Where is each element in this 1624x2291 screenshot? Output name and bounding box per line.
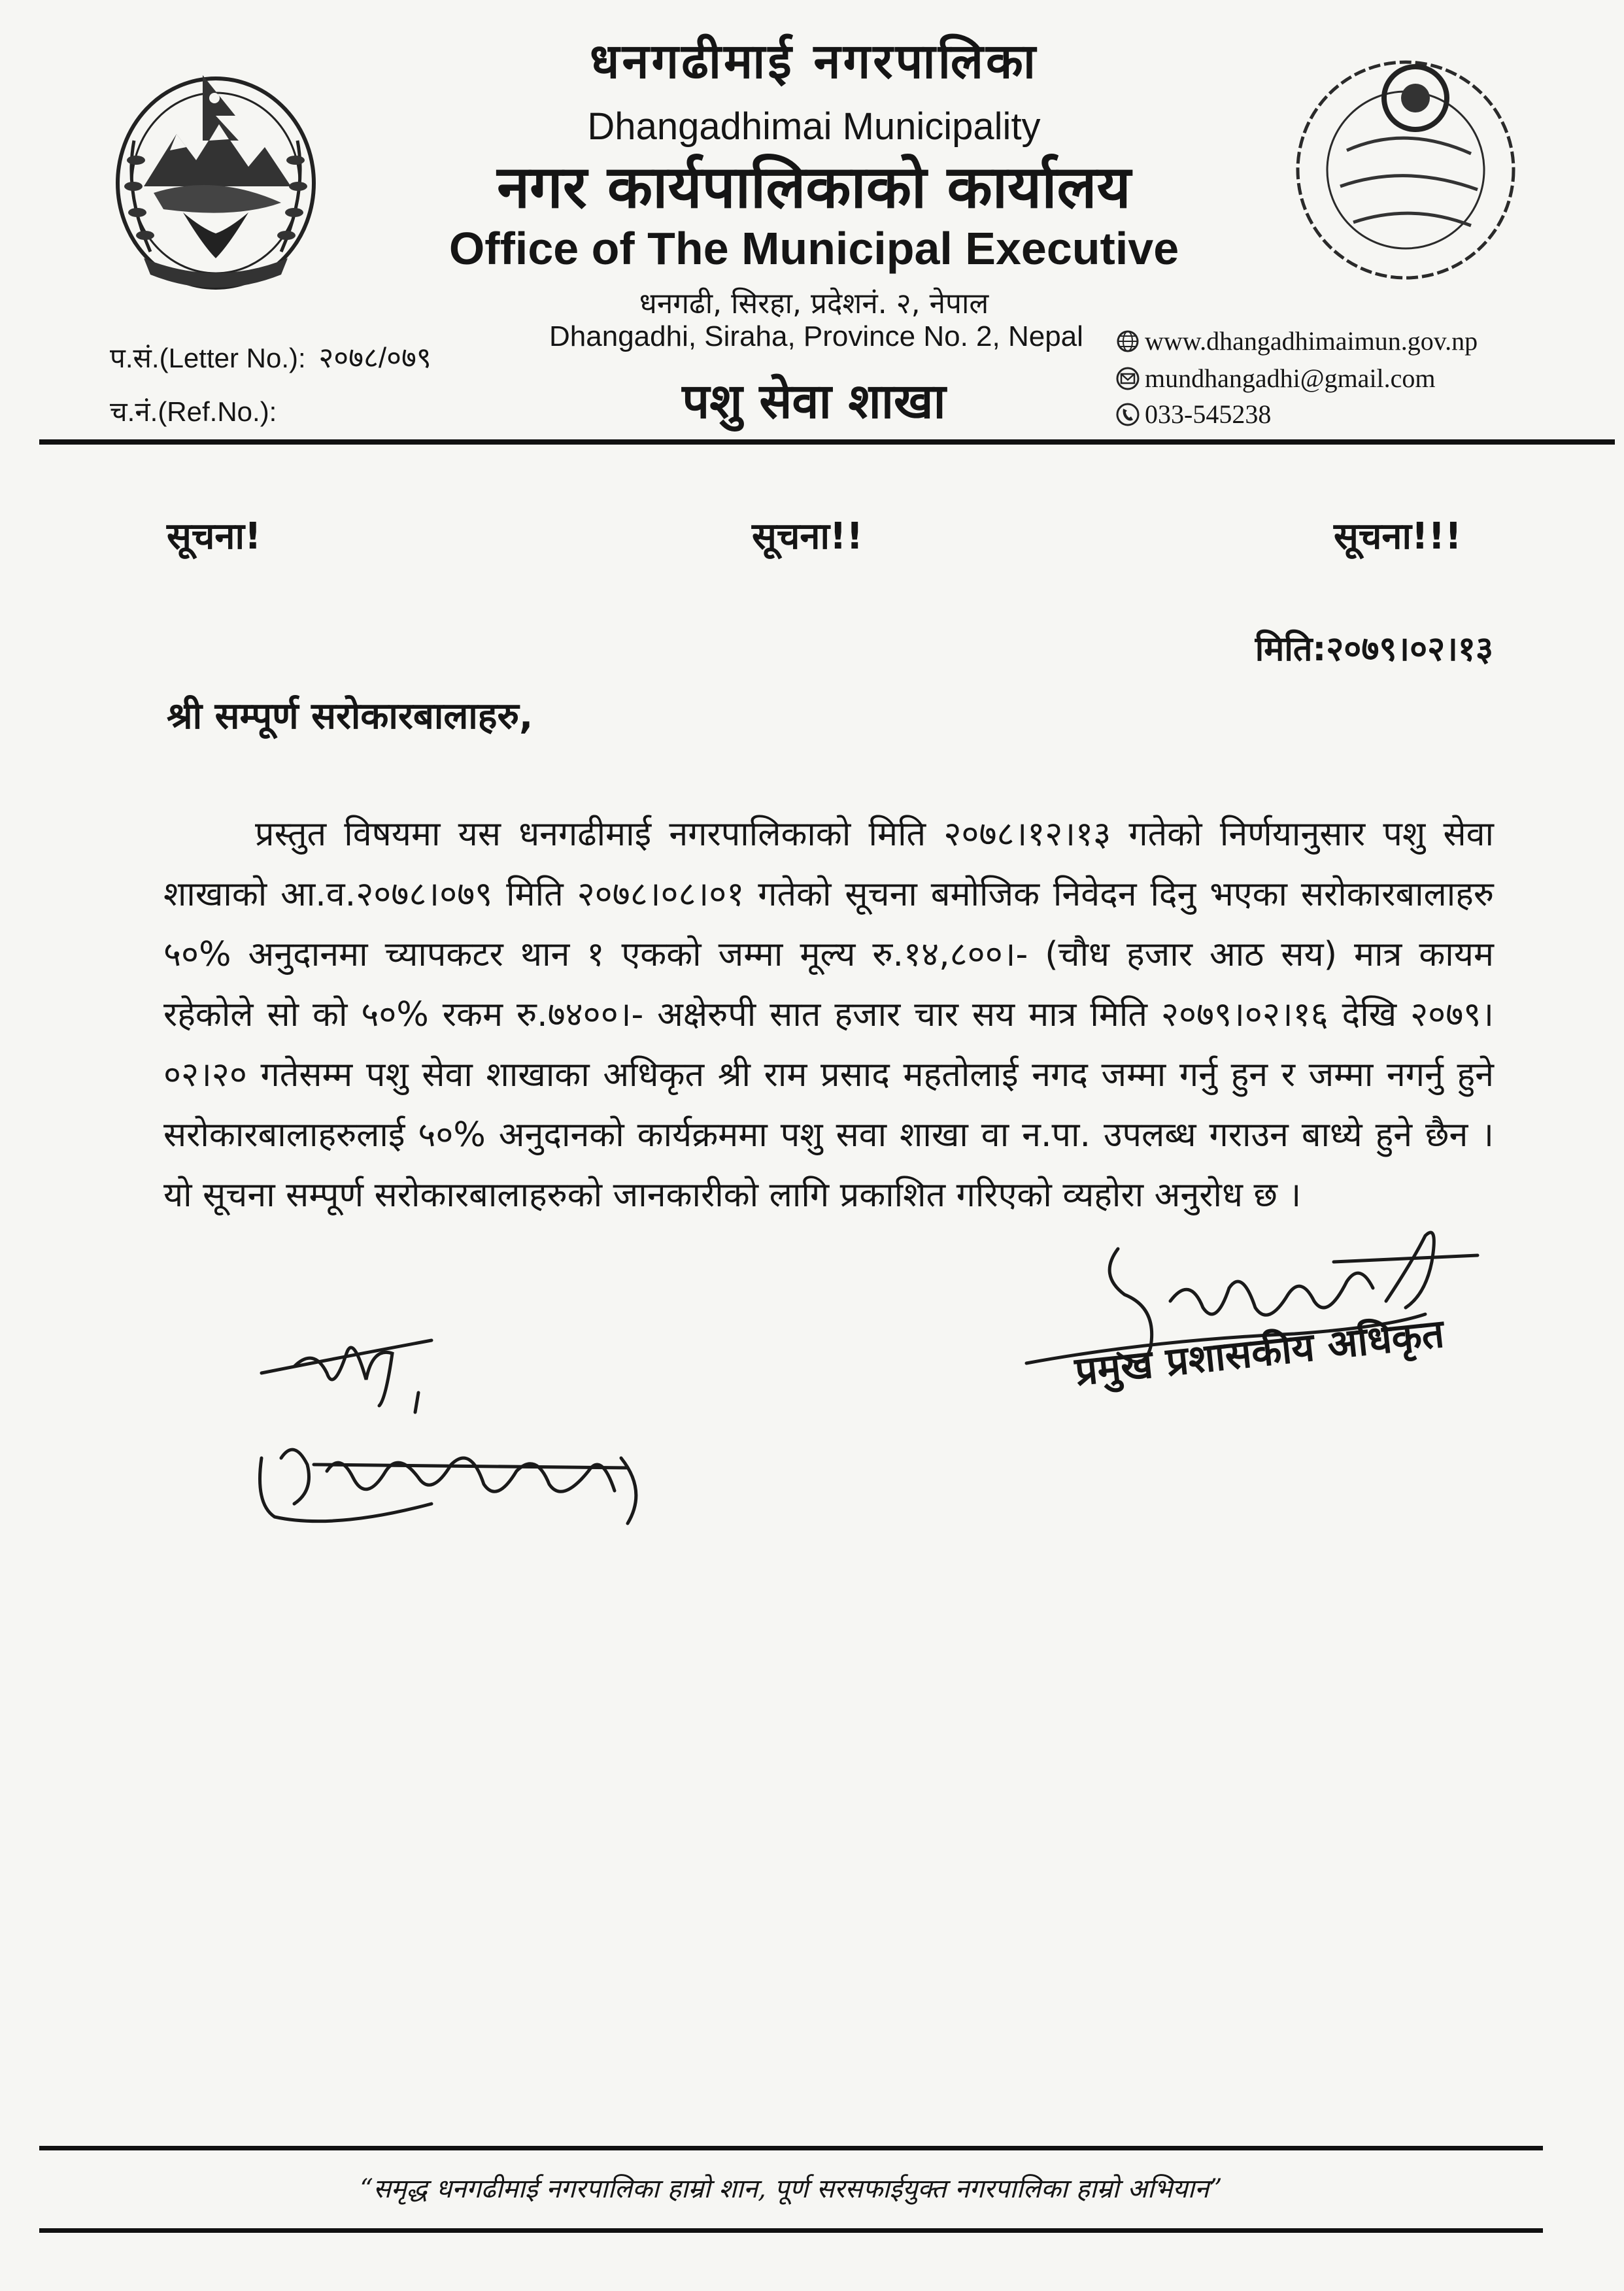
- globe-icon: [1115, 328, 1141, 354]
- notice-heading-right: सूचना!!!: [1334, 515, 1462, 558]
- address-en: Dhangadhi, Siraha, Province No. 2, Nepal: [549, 320, 1083, 352]
- address-np: धनगढी, सिरहा, प्रदेशनं. २, नेपाल: [639, 287, 989, 320]
- phone-text: 033-545238: [1145, 399, 1272, 429]
- salutation: श्री सम्पूर्ण सरोकारबालाहरु,: [167, 695, 533, 738]
- header-divider: [39, 439, 1615, 445]
- website-text: www.dhangadhimaimun.gov.np: [1145, 326, 1478, 356]
- municipal-stamp-icon: [1275, 39, 1536, 301]
- letter-number-value: २०७८/०७९: [318, 342, 431, 374]
- letter-number: [110, 337, 431, 376]
- handwritten-signature-left: [235, 1308, 706, 1556]
- letter-number-label: प.सं.(Letter No.):: [110, 343, 306, 373]
- email-line: [1115, 363, 1436, 394]
- mail-icon: [1115, 365, 1141, 392]
- notice-heading-left: सूचना!: [167, 515, 262, 558]
- phone-icon: [1115, 401, 1141, 428]
- branch-name: पशु सेवा शाखा: [682, 373, 946, 430]
- letter-body: प्रस्तुत विषयमा यस धनगढीमाई नगरपालिकाको मिति २०७८।१२।१३ गतेको निर्णयानुसार पशु सेवा शाखाको आ.व.२०७८।०७९ मिति २०७८।०८।०१ गतेको सूचना बमोजिक निवेदन दिनु भएका सरोकारबालाहरु ५०% अनुदानमा च्यापकटर थान १ एकको जम्मा मूल्य रु.१४,८००।- (चौध हजार आठ सय) मात्र कायम रहेकोले सो को ५०% रकम रु.७४००।- अक्षेरुपी सात हजार चार सय मात्र मिति २०७९।०२।१६ देखि २०७९।०२।२० गतेसम्म पशु सेवा शाखाका अधिकृत श्री राम प्रसाद महतोलाई नगद जम्मा गर्नु हुन र जम्मा नगर्नु हुने सरोकारबालाहरुलाई ५०% अनुदानको कार्यक्रममा पशु सवा शाखा वा न.पा. उपलब्ध गराउन बाध्ये हुने छैन । यो सूचना सम्पूर्ण सरोकारबालाहरुको जानकारीको लागि प्रकाशित गरिएको व्यहोरा अनुरोध छ ।: [163, 815, 1494, 1215]
- email-text: mundhangadhi@gmail.com: [1145, 364, 1436, 393]
- signatory-title: प्रमुख प्रशासकीय अधिकृत: [1072, 1310, 1447, 1395]
- nepal-emblem-icon: [105, 62, 327, 297]
- notice-heading-middle: सूचना!!: [752, 515, 864, 558]
- phone-line: [1115, 399, 1271, 430]
- office-name-np: नगर कार्यपालिकाको कार्यालय: [497, 153, 1131, 222]
- org-name-en: Dhangadhimai Municipality: [587, 105, 1041, 148]
- office-name-en: Office of The Municipal Executive: [448, 223, 1179, 274]
- letter-date: मिति:२०७९।०२।१३: [1255, 630, 1493, 669]
- website-line: [1115, 326, 1478, 356]
- reference-number-label: च.नं.(Ref.No.):: [110, 396, 277, 427]
- footer-slogan: “समृद्ध धनगढीमाई नगरपालिका हाम्रो शान, पूर्ण सरसफाईयुक्त नगरपालिका हाम्रो अभियान”: [360, 2174, 1223, 2204]
- footer-divider-bottom: [39, 2228, 1543, 2233]
- footer-divider-top: [39, 2146, 1543, 2150]
- org-name-np: धनगढीमाई नगरपालिका: [589, 33, 1039, 90]
- reference-number: [110, 392, 282, 430]
